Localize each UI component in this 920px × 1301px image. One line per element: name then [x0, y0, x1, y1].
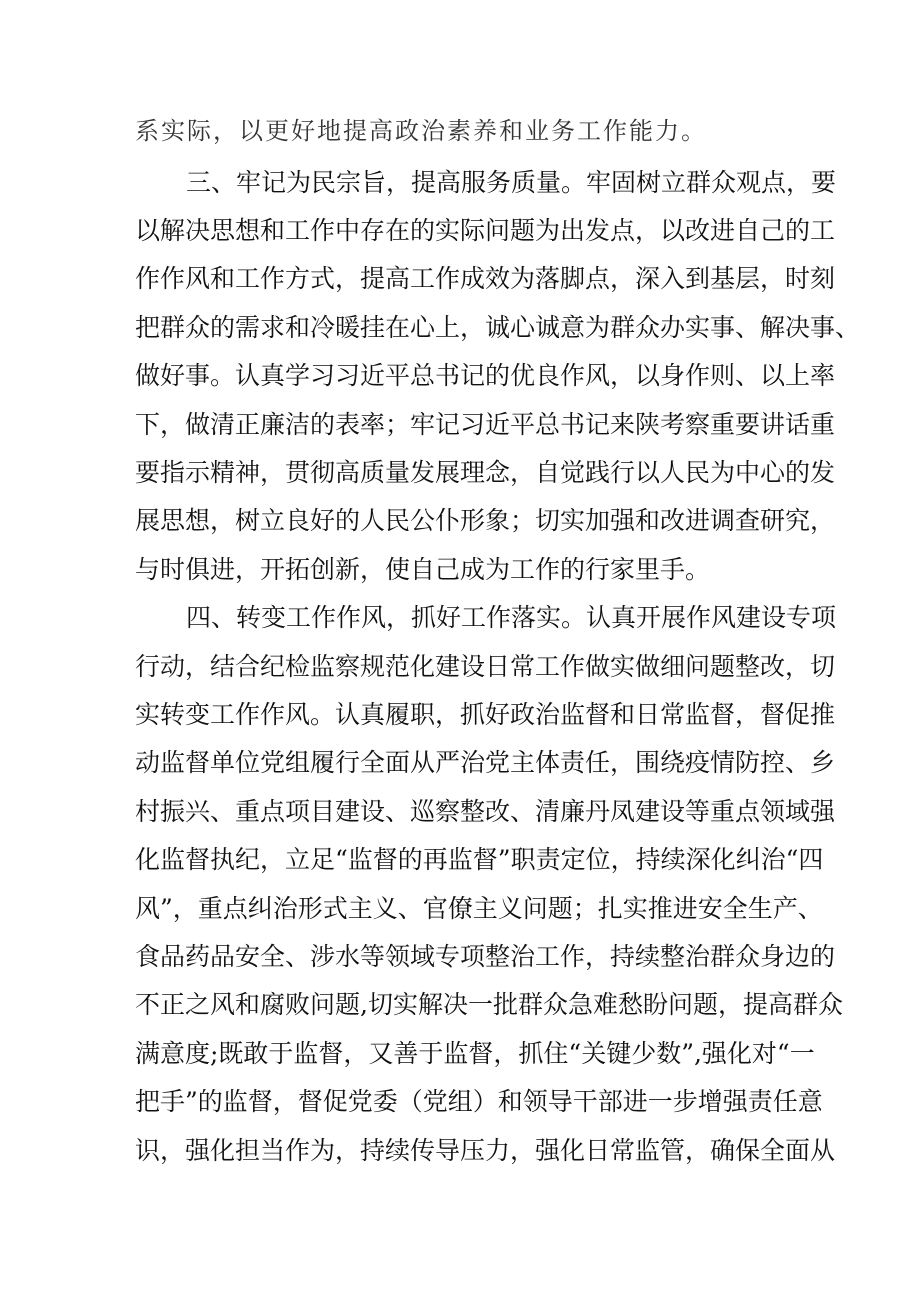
- text-line: 把手”的监督，督促党委（党组）和领导干部进一步增强责任意: [135, 1087, 823, 1116]
- section-three-heading-line: 三、牢记为民宗旨，提高服务质量。牢固树立群众观点，要: [186, 168, 837, 197]
- text-line: 风”，重点纠治形式主义、官僚主义问题；扎实推进安全生产、: [135, 894, 823, 923]
- text-line: 作作风和工作方式，提高工作成效为落脚点，深入到基层，时刻: [135, 264, 836, 293]
- text-line: 行动，结合纪检监察规范化建设日常工作做实做细问题整改，切: [135, 652, 836, 681]
- text-line: 不正之风和腐败问题,切实解决一批群众急难愁盼问题，提高群众: [135, 990, 843, 1019]
- text-line: 村振兴、重点项目建设、巡察整改、清廉丹凤建设等重点领域强: [135, 797, 836, 826]
- section-four-heading-line: 四、转变工作作风，抓好工作落实。认真开展作风建设专项: [186, 603, 837, 632]
- text-line: 把群众的需求和冷暖挂在心上，诚心诚意为群众办实事、解决事、: [135, 313, 861, 342]
- text-line: 以解决思想和工作中存在的实际问题为出发点，以改进自己的工: [135, 216, 836, 245]
- text-line: 展思想，树立良好的人民公仆形象；切实加强和改进调查研究，: [135, 506, 836, 535]
- text-line: 做好事。认真学习习近平总书记的优良作风，以身作则、以上率: [135, 361, 836, 390]
- text-line: 实转变工作作风。认真履职，抓好政治监督和日常监督，督促推: [135, 700, 836, 729]
- text-line: 识，强化担当作为，持续传导压力，强化日常监管，确保全面从: [135, 1136, 836, 1165]
- text-line: 化监督执纪，立足“监督的再监督”职责定位，持续深化纠治“四: [135, 845, 824, 874]
- text-line: 满意度;既敢于监督，又善于监督，抓住“关键少数”,强化对“一: [135, 1039, 815, 1068]
- text-line: 下，做清正廉洁的表率；牢记习近平总书记来陕考察重要讲话重: [135, 410, 836, 439]
- text-line: 食品药品安全、涉水等领域专项整治工作，持续整治群众身边的: [135, 942, 836, 971]
- text-line: 动监督单位党组履行全面从严治党主体责任，围绕疫情防控、乡: [135, 748, 836, 777]
- text-line: 要指示精神，贯彻高质量发展理念，自觉践行以人民为中心的发: [135, 458, 836, 487]
- text-line: 系实际，以更好地提高政治素养和业务工作能力。: [135, 117, 707, 145]
- text-line: 与时俱进，开拓创新，使自己成为工作的行家里手。: [135, 555, 711, 584]
